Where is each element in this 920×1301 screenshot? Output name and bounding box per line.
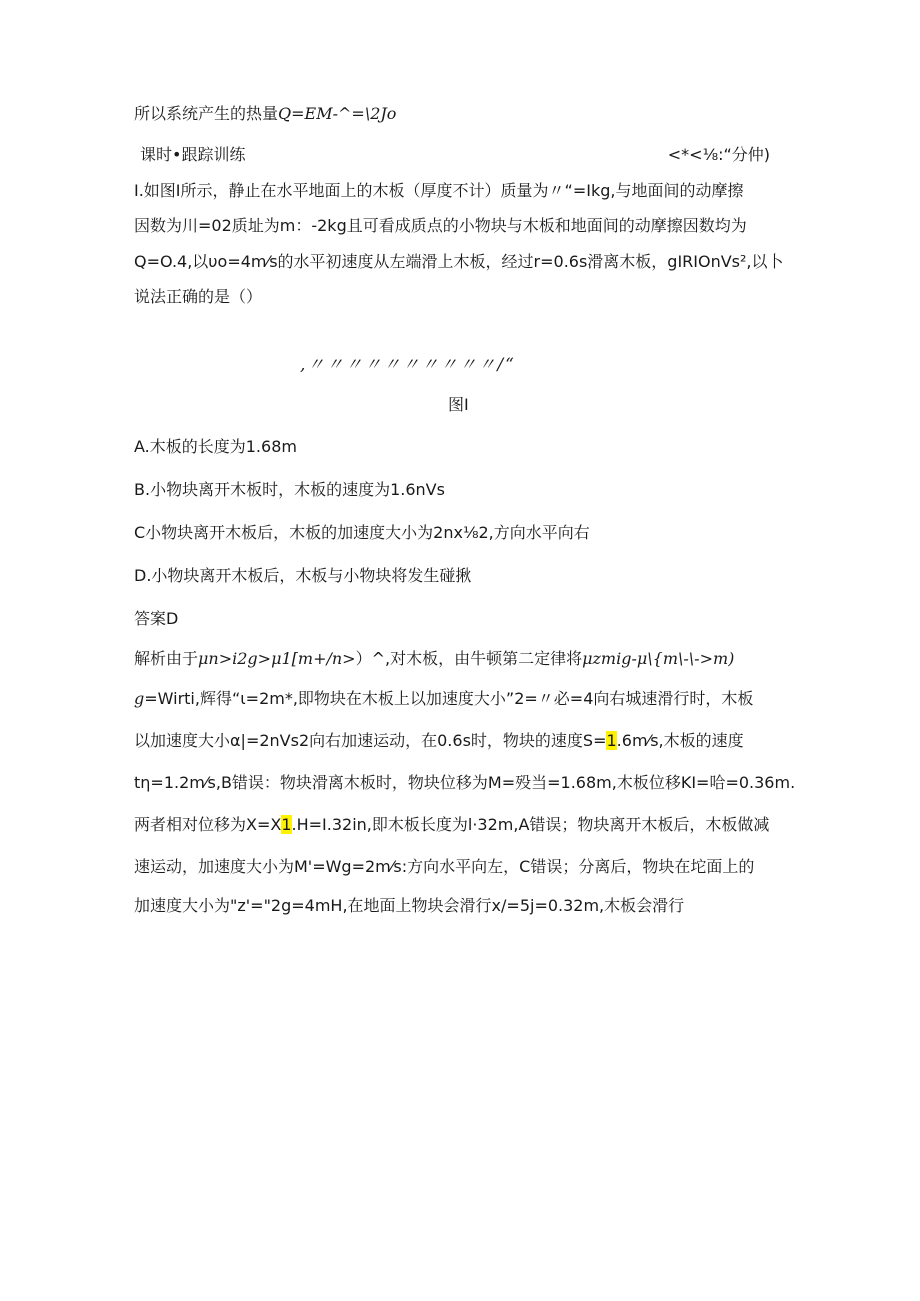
question-line-2: 因数为川=02质址为m：-2kg且可看成质点的小物块与木板和地面间的动摩擦因数均为 <box>134 216 747 235</box>
answer-line: 答案D <box>134 609 179 628</box>
solution-line-5 <box>134 814 769 836</box>
question-line-1: I.如图I所示，静止在水平地面上的木板（厚度不计）质量为〃“=Ikg,与地面间的动摩擦 <box>134 181 744 200</box>
solution-line-5-before: 两者相对位移为X=X <box>134 815 282 834</box>
heat-formula: Q=EM-^=\2Jo <box>278 104 397 123</box>
solution-line-3 <box>134 730 744 752</box>
option-a: A.木板的长度为1.68m <box>134 437 297 456</box>
figure-image-text: ,〃〃〃〃〃〃〃〃〃〃/“ <box>300 355 516 375</box>
option-c: C小物块离开木板后，木板的加速度大小为2nx⅛2,方向水平向右 <box>134 523 590 542</box>
highlight-mark-1: 1 <box>606 731 617 750</box>
solution-mid-text: ）^,对木板，由牛顿第二定律将 <box>355 649 583 668</box>
heat-result-text: 所以系统产生的热量 <box>134 104 279 123</box>
section-header <box>140 144 770 166</box>
option-b: B.小物块离开木板时，木板的速度为1.6nVs <box>134 480 445 499</box>
highlight-mark-2: 1 <box>281 815 292 834</box>
solution-line-3-after: .6m⁄s,木板的速度 <box>616 731 744 750</box>
solution-line-7: 加速度大小为"z'="2g=4mH,在地面上物块会滑行x/=5j=0.32m,木板会滑行 <box>134 896 685 915</box>
solution-prefix: 解析由于 <box>134 649 199 668</box>
question-line-3: Q=O.4,以υo=4m⁄s的水平初速度从左端滑上木板，经过r=0.6s滑离木板，gIRIOnVs²,以卜 <box>134 252 784 271</box>
solution-line-3-before: 以加速度大小α|=2nVs2向右加速运动，在0.6s时，物块的速度S= <box>134 731 607 750</box>
heat-result-line <box>134 103 396 125</box>
solution-formula-1: μn>i2g>μ1[m+∕n> <box>198 649 356 668</box>
solution-line-5-after: .H=I.32in,即木板长度为l·32m,A错误；物块离开木板后，木板做减 <box>291 815 770 834</box>
solution-g-symbol: g <box>134 689 145 708</box>
question-line-4: 说法正确的是（） <box>134 287 263 306</box>
solution-formula-2: μzmig-μ\{m\-\->m) <box>582 649 735 668</box>
section-meta: <*<⅛:“分仲) <box>667 145 770 164</box>
option-d: D.小物块离开木板后，木板与小物块将发生碰揪 <box>134 566 472 585</box>
figure-caption: 图I <box>448 395 469 414</box>
solution-line-2-text: =Wirti,辉得“ι=2m*,即物块在木板上以加速度大小”2=〃必=4向右城速滑行时，木板 <box>144 689 754 708</box>
solution-line-4: tη=1.2m⁄s,B错误：物块滑离木板时，物块位移为M=殁当=1.68m,木板位移KI=哈=0.36m. <box>134 773 796 792</box>
solution-line-6: 速运动，加速度大小为M'=Wg=2m⁄s:方向水平向左，C错误；分离后，物块在坨面上的 <box>134 857 755 876</box>
solution-line-2 <box>134 688 753 710</box>
section-title: 课时•跟踪训练 <box>140 145 246 164</box>
solution-line-1 <box>134 648 734 670</box>
